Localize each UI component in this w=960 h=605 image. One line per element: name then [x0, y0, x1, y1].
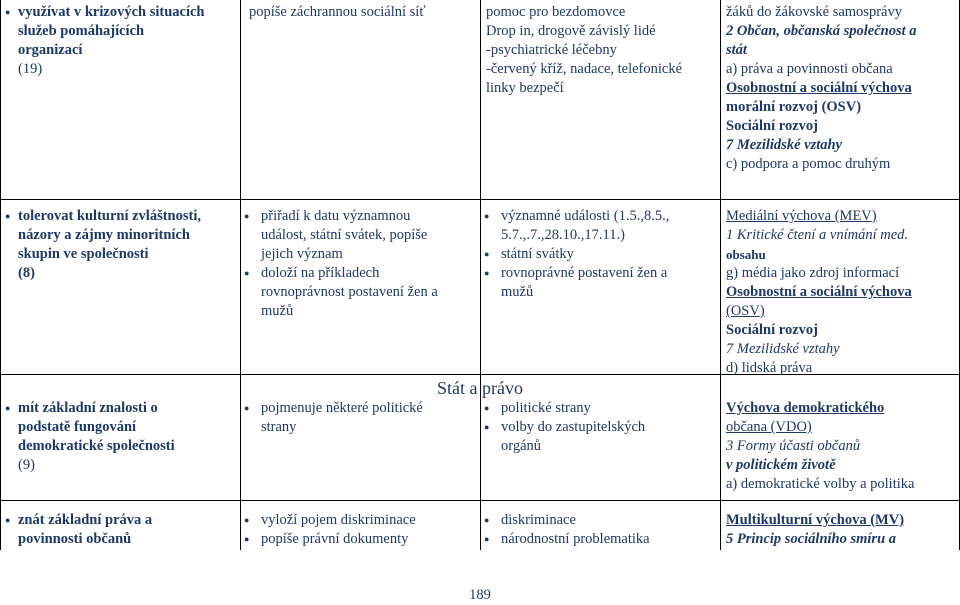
list-item: ● státní svátky [483, 245, 719, 264]
row1-topics: pomoc pro bezdomovce Drop in, drogově závislý lidé -psychiatrické léčebny -červený kříž, nadace, telefonické linky bezpečí [486, 4, 683, 96]
row1-competence: ● využívat v krizových situacích služeb pomáhajících organizací (19) [4, 3, 238, 79]
row3-topics [483, 399, 719, 456]
list-item: ● popíše právní dokumenty [243, 530, 479, 549]
list-item: ● přiřadí k datu významnou událost, státní svátek, popíše jejich význam [243, 207, 479, 264]
section-title: Stát a právo [437, 378, 523, 398]
row4-crosscurricular: Multikulturní výchova (MV) 5 Princip sociálního smíru a [726, 512, 905, 547]
row3-outcomes [243, 399, 479, 437]
list-item: ● rovnoprávné postavení žen a mužů [483, 264, 719, 302]
row2-outcomes [243, 207, 479, 321]
grid-line-col3 [480, 0, 481, 550]
grid-line-row2 [0, 199, 960, 200]
row4-competence: ● znát základní práva a povinnosti občanů [4, 511, 238, 549]
list-item: ● národnostní problematika [483, 530, 719, 549]
list-item: ● významné události (1.5.,8.5., 5.7.,.7.,28.10.,17.11.) [483, 207, 719, 245]
grid-line-left [0, 0, 1, 550]
row4-topics [483, 511, 719, 549]
page-number: 189 [469, 587, 491, 603]
list-item: ● politické strany [483, 399, 719, 418]
row1-crosscurricular: žáků do žákovské samosprávy 2 Občan, občanská společnost a stát a) práva a povinnosti občana Osobnostní a sociální výchova morální rozvoj (OSV) Sociální rozvoj 7 Mezilidské vztahy c) podpora a pomoc druhým [726, 4, 917, 172]
row3-crosscurricular: Výchova demokratického občana (VDO) 3 Formy účasti občanů v politickém životě a) demokratické volby a politika [726, 400, 915, 492]
list-item: ● doloží na příkladech rovnoprávnost postavení žen a mužů [243, 264, 479, 321]
row2-topics [483, 207, 719, 302]
grid-line-col2 [240, 0, 241, 550]
list-item: ● vyloží pojem diskriminace [243, 511, 479, 530]
row4-outcomes [243, 511, 479, 549]
list-item: ● volby do zastupitelských orgánů [483, 418, 719, 456]
grid-line-col4 [720, 0, 721, 550]
grid-line-row4 [0, 500, 960, 501]
list-item: ● pojmenuje některé politické strany [243, 399, 479, 437]
row1-outcome: popíše záchrannou sociální síť [249, 4, 426, 20]
row2-competence: ● tolerovat kulturní zvláštnosti, názory a zájmy minoritních skupin ve společnosti (8) [4, 207, 238, 283]
row2-crosscurricular: Mediální výchova (MEV) 1 Kritické čtení a vnímání med. obsahu g) média jako zdroj informací Osobnostní a sociální výchova (OSV) Sociální rozvoj 7 Mezilidské vztahy d) lidská práva [726, 208, 912, 376]
row3-competence: ● mít základní znalosti o podstatě fungování demokratické společnosti (9) [4, 399, 238, 475]
list-item: ● diskriminace [483, 511, 719, 530]
